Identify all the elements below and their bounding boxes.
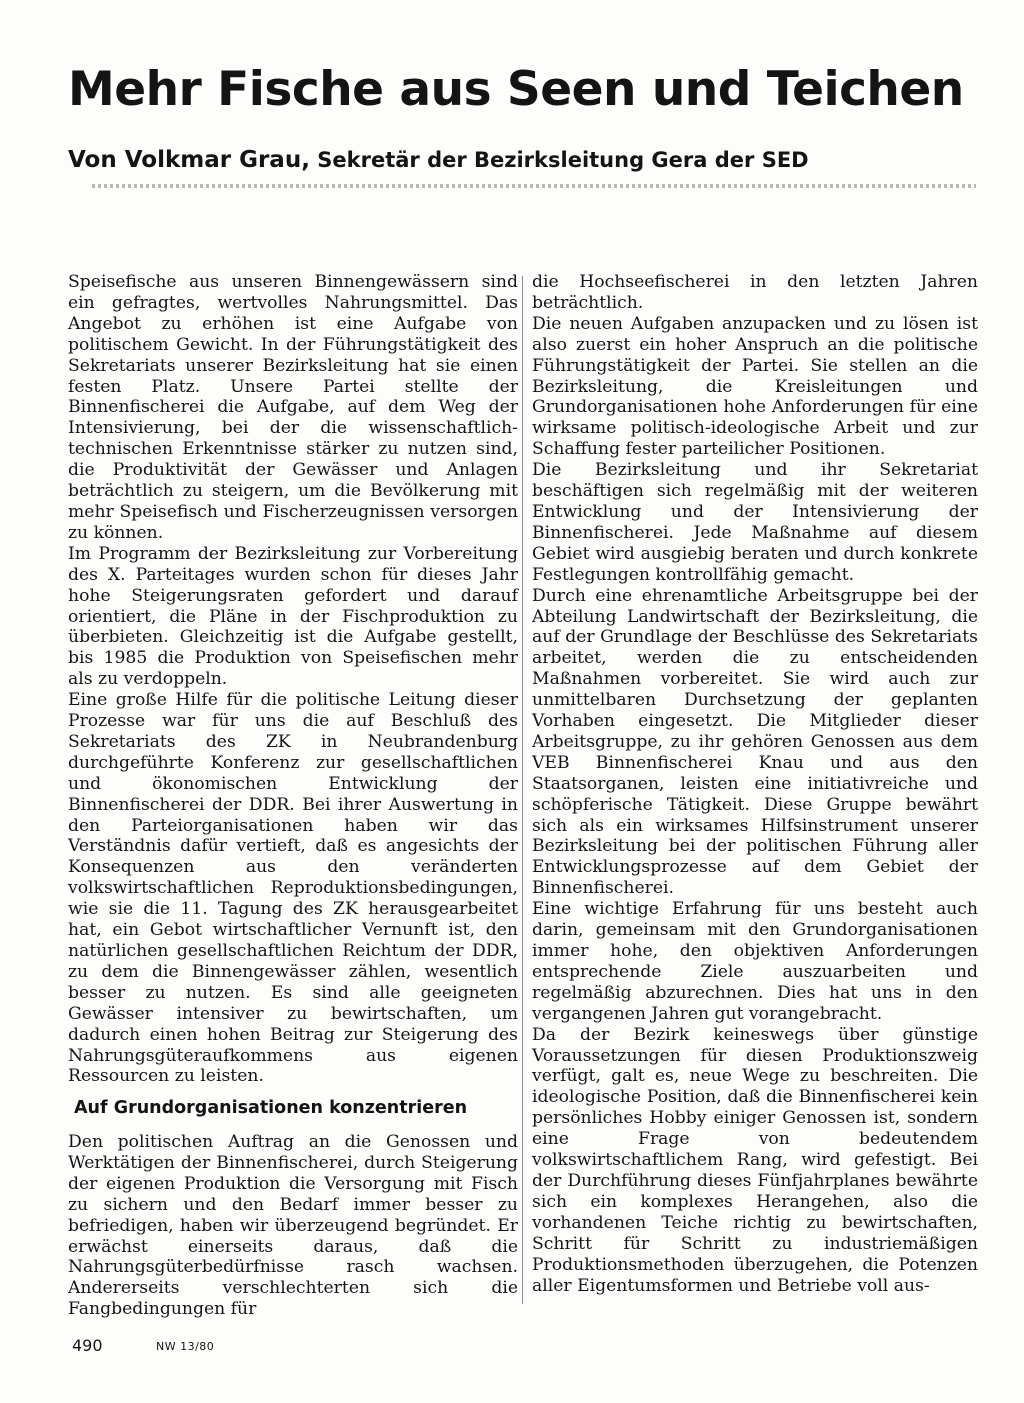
paragraph: Eine große Hilfe für die politische Leitung dieser Prozesse war für uns die auf Beschluß des Sekretariats des ZK in Neubrandenburg durchgeführte Konferenz zur gesellschaftlichen und ökonomischen Entwicklung der Binnenfischerei der DDR. Bei ihrer Auswertung in den Parteiorganisationen haben wir das Verständnis dafür vertieft, daß es angesichts der Konsequenzen aus den veränderten volkswirtschaftlichen Reproduktionsbedingungen, wie sie die 11. Tagung des ZK herausgearbeitet hat, ein Gebot wirtschaftlicher Vernunft ist, den natürlichen gesellschaftlichen Reichtum der DDR, zu dem die Binnengewässer zählen, wesentlich besser zu nutzen. Es sind alle geeigneten Gewässer intensiver zu bewirtschaften, um dadurch einen hohen Beitrag zur Steigerung des Nahrungsgüteraufkommens aus eigenen Ressourcen zu leisten. xyxy=(68,690,518,1087)
paragraph: Speisefische aus unseren Binnengewässern sind ein gefragtes, wertvolles Nahrungsmittel. Das Angebot zu erhöhen ist eine Aufgabe von politischem Gewicht. In der Führungstätigkeit des Sekretariats unserer Bezirksleitung hat sie einen festen Platz. Unsere Partei stellte der Binnenfischerei die Aufgabe, auf dem Weg der Intensivierung, bei der die wissenschaftlich-technischen Erkenntnisse stärker zu nutzen sind, die Produktivität der Gewässer und Anlagen beträchtlich zu steigern, um die Bevölkerung mit mehr Speisefisch und Fischerzeugnissen versorgen zu können. xyxy=(68,272,518,543)
section-heading: Auf Grundorganisationen konzentrieren xyxy=(74,1098,468,1118)
byline-role: Sekretär der Bezirksleitung Gera der SED xyxy=(309,148,809,172)
paragraph: Im Programm der Bezirksleitung zur Vorbereitung des X. Parteitages wurden schon für dieses Jahr hohe Steigerungsraten gefordert und darauf orientiert, die Pläne in der Fischproduktion zu überbieten. Gleichzeitig ist die Aufgabe gestellt, bis 1985 die Produktion von Speisefischen mehr als zu verdoppeln. xyxy=(68,543,518,690)
issue-label: NW 13/80 xyxy=(156,1340,215,1353)
left-column xyxy=(68,272,518,1087)
left-column-section xyxy=(68,1132,518,1320)
right-column xyxy=(532,272,978,1296)
paragraph: Die neuen Aufgaben anzupacken und zu lösen ist also zuerst ein hoher Anspruch an die politische Führungstätigkeit der Partei. Sie stellen an die Bezirksleitung, die Kreisleitungen und Grundorganisationen hohe Anforderungen für eine wirksame politisch-ideologische Arbeit und zur Schaffung fester parteilicher Positionen. xyxy=(532,313,978,460)
paragraph: Den politischen Auftrag an die Genossen und Werktätigen der Binnenfischerei, durch Steigerung der eigenen Produktion die Versorgung mit Fisch zu sichern und den Bedarf immer besser zu befriedigen, haben wir überzeugend begründet. Er erwächst einerseits daraus, daß die Nahrungsgüterbedürfnisse rasch wachsen. Andererseits verschlechterten sich die Fangbedingungen für xyxy=(68,1132,518,1320)
article-byline xyxy=(68,144,968,176)
column-divider xyxy=(522,276,523,1304)
paragraph: Die Bezirksleitung und ihr Sekretariat beschäftigen sich regelmäßig mit der weiteren Entwicklung und der Intensivierung der Binnenfischerei. Jede Maßnahme auf diesem Gebiet wird ausgiebig beraten und durch konkrete Festlegungen kontrollfähig gemacht. xyxy=(532,460,978,585)
paragraph: Da der Bezirk keineswegs über günstige Voraussetzungen für diesen Produktionszweig verfügt, galt es, neue Wege zu beschreiten. Die ideologische Position, daß die Binnenfischerei kein persönliches Hobby einiger Genossen ist, sondern eine Frage von bedeutendem volkswirtschaftlichem Rang, wird gefestigt. Bei der Durchführung dieses Fünfjahrplanes bewährte sich ein komplexes Herangehen, also die vorhandenen Teiche richtig zu bewirtschaften, Schritt für Schritt zu industriemäßigen Produktionsmethoden überzugehen, die Potenzen aller Eigentumsformen und Betriebe voll aus- xyxy=(532,1024,978,1296)
title-rule xyxy=(92,184,976,188)
article-title: Mehr Fische aus Seen und Teichen xyxy=(68,62,964,117)
paragraph: die Hochseefischerei in den letzten Jahren beträchtlich. xyxy=(532,272,978,313)
paragraph: Durch eine ehrenamtliche Arbeitsgruppe bei der Abteilung Landwirtschaft der Bezirksleitung, die auf der Grundlage der Beschlüsse des Sekretariats arbeitet, werden die zu entscheidenden Maßnahmen vorbereitet. Sie wird auch zur unmittelbaren Durchsetzung der geplanten Vorhaben eingesetzt. Die Mitglieder dieser Arbeitsgruppe, zu ihr gehören Genossen aus dem VEB Binnenfischerei Knau und aus den Staatsorganen, leisten eine initiativreiche und schöpferische Tätigkeit. Diese Gruppe bewährt sich als ein wirksames Hilfsinstrument unserer Bezirksleitung bei der politischen Führung aller Entwicklungsprozesse auf dem Gebiet der Binnenfischerei. xyxy=(532,585,978,899)
paragraph: Eine wichtige Erfahrung für uns besteht auch darin, gemeinsam mit den Grundorganisationen immer hohe, den objektiven Anforderungen entsprechende Ziele auszuarbeiten und regelmäßig abzurechnen. Dies hat uns in den vergangenen Jahren gut vorangebracht. xyxy=(532,899,978,1024)
page-number: 490 xyxy=(72,1336,103,1355)
byline-author: Von Volkmar Grau, xyxy=(68,147,310,173)
